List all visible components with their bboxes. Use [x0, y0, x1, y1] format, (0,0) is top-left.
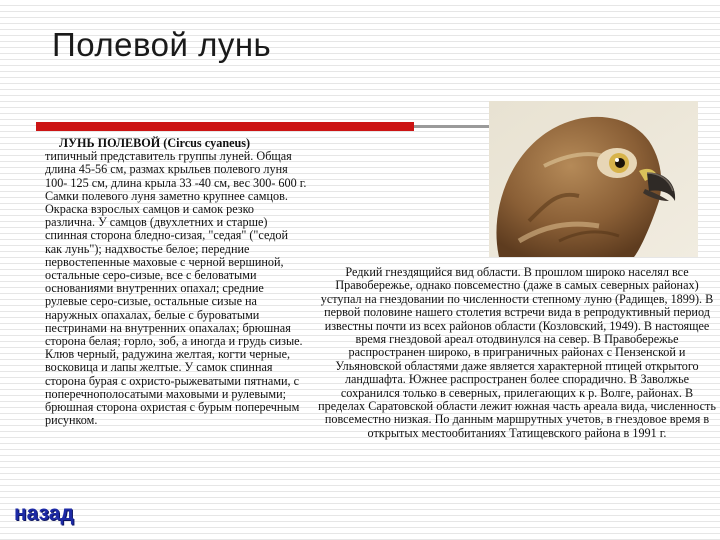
range-text: Редкий гнездящийся вид области. В прошлом широко населял все Правобережье, однако повсеместно (даже в самых северных районах) уступал на гнездовании по численности степному луню (Радищев, 1899). В первой половине нашего столетия встречи вида в репродуктивный период известны почти из всех районов области (Козловский, 1949). В настоящее время гнездовой ареал отодвинулся на север. В Правобережье распространен широко, в приграничных районах с Пензенской и Ульяновской областями даже является характерной птицей открытого ландшафта. Южнее распространен более спорадично. В Заволжье сохранился только в северных, прилегающих к р. Волге, районах. В пределах Саратовской области лежит южная часть ареала вида, численность повсеместно низкая. По данным маршрутных учетов, в гнездовое время в открытых местообитаниях Татищевского района в 1991 г. [318, 265, 716, 440]
description-body: типичный представитель группы луней. Общая длина 45-56 см, размах крыльев полевого луня 100- 125 см, длина крыла 33 -40 см, вес 300- 600 г. Самки полевого луня заметно крупнее самцов. Окраска взрослых самцов и самок резко различна. У самцов (двухлетних и старше) спинная сторона бледно-сизая, "седая" ("седой как лунь"); надхвостье белое; передние первостепенные маховые с черной вершиной, остальные серо-сизые, все с беловатыми основаниями внутренних опахал; средние рулевые серо-сизые, остальные сизые на наружных опахалах, белые с буроватыми пестринами на внутренних опахалах; брюшная сторона белая; горло, зоб, а иногда и грудь сизые. Клюв черный, радужина желтая, когти черные, восковица и лапы желтые. У самок спинная сторона бурая с охристо-рыжеватыми пятнами, с поперечнополосатыми маховыми и рулевыми; брюшная сторона охристая с бурым поперечным рисунком. [45, 149, 307, 428]
accent-bar [36, 122, 414, 131]
accent-bar-gray [414, 125, 493, 128]
back-link[interactable]: назад [14, 502, 74, 525]
harrier-photo [489, 101, 698, 257]
species-heading: ЛУНЬ ПОЛЕВОЙ (Circus cyaneus) [59, 136, 251, 150]
description-text [45, 137, 307, 427]
slide-title: Полевой лунь [52, 26, 272, 63]
